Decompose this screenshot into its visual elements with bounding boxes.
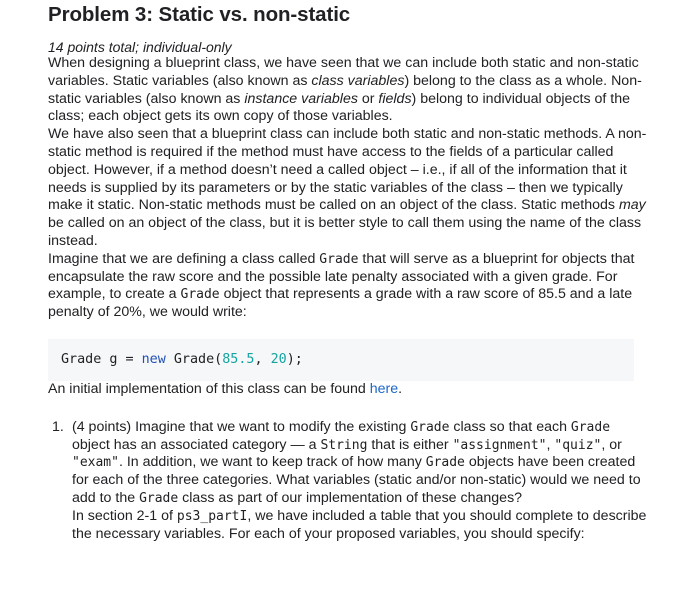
list-item-number: 1.: [52, 418, 64, 435]
inline-code: ps3_partI: [176, 508, 248, 524]
paragraph-static-variables: When designing a blueprint class, we have seen that we can include both static and non-static variables. Static variables (also known as class variables) belong to the class as a whole. Non-static variables (also known as instance variables or fields) belong to individual objects of the class; each object gets its own copy of those variables.: [48, 55, 642, 125]
inline-code: "assignment": [452, 437, 547, 453]
document-page: [48, 0, 648, 543]
inline-code: String: [320, 437, 368, 453]
page-subtitle: 14 points total; individual-only: [48, 39, 232, 55]
inline-code: Grade: [425, 455, 465, 471]
inline-code: "exam": [72, 455, 119, 471]
list-item-question-1: (4 points) Imagine that we want to modify the existing Grade class so that each Grade object has an associated category — a String that is either "assignment", "quiz", or "exam". In addition, we want to keep track of how many Grade objects have been created for each of the three categories. What variables (static and/or non-static) would we need to add to the Grade class as part of our implementation of these changes?: [72, 418, 641, 506]
inline-code: Grade: [410, 419, 450, 435]
inline-code: Grade: [570, 419, 611, 435]
inline-code: "quiz": [554, 437, 602, 453]
paragraph-initial-implementation: An initial implementation of this class can be found here.: [48, 380, 403, 397]
code-block: Grade g = new Grade(85.5, 20);: [48, 339, 634, 381]
paragraph-static-methods: We have also seen that a blueprint class can include both static and non-static methods. A non-static method is required if the method must have access to the fields of a particular called object. However, if a method doesn’t need a called object – i.e., if all of the information that it needs is supplied by its parameters or by the static variables of the class – then we typically make it static. Non-static methods must be called on an object of the class. Static methods may be called on an object of the class, but it is better style to call them using the name of the class instead.: [48, 126, 647, 249]
question-list: [48, 419, 648, 544]
inline-code: Grade: [180, 287, 220, 303]
list-item-instructions: In section 2-1 of ps3_partI, we have included a table that you should complete to describe the necessary variables. For each of your proposed variables, you should specify:: [72, 507, 647, 542]
page-title: Problem 3: Static vs. non-static: [48, 3, 351, 26]
inline-code: Grade: [139, 490, 179, 506]
here-link[interactable]: here: [369, 380, 399, 397]
paragraph-grade-class: Imagine that we are defining a class called Grade that will serve as a blueprint for objects that encapsulate the raw score and the possible late penalty associated with a given grade. For example, to create a Grade object that represents a grade with a raw score of 85.5 and a late penalty of 20%, we would write:: [48, 250, 635, 321]
inline-code: Grade: [319, 251, 359, 267]
